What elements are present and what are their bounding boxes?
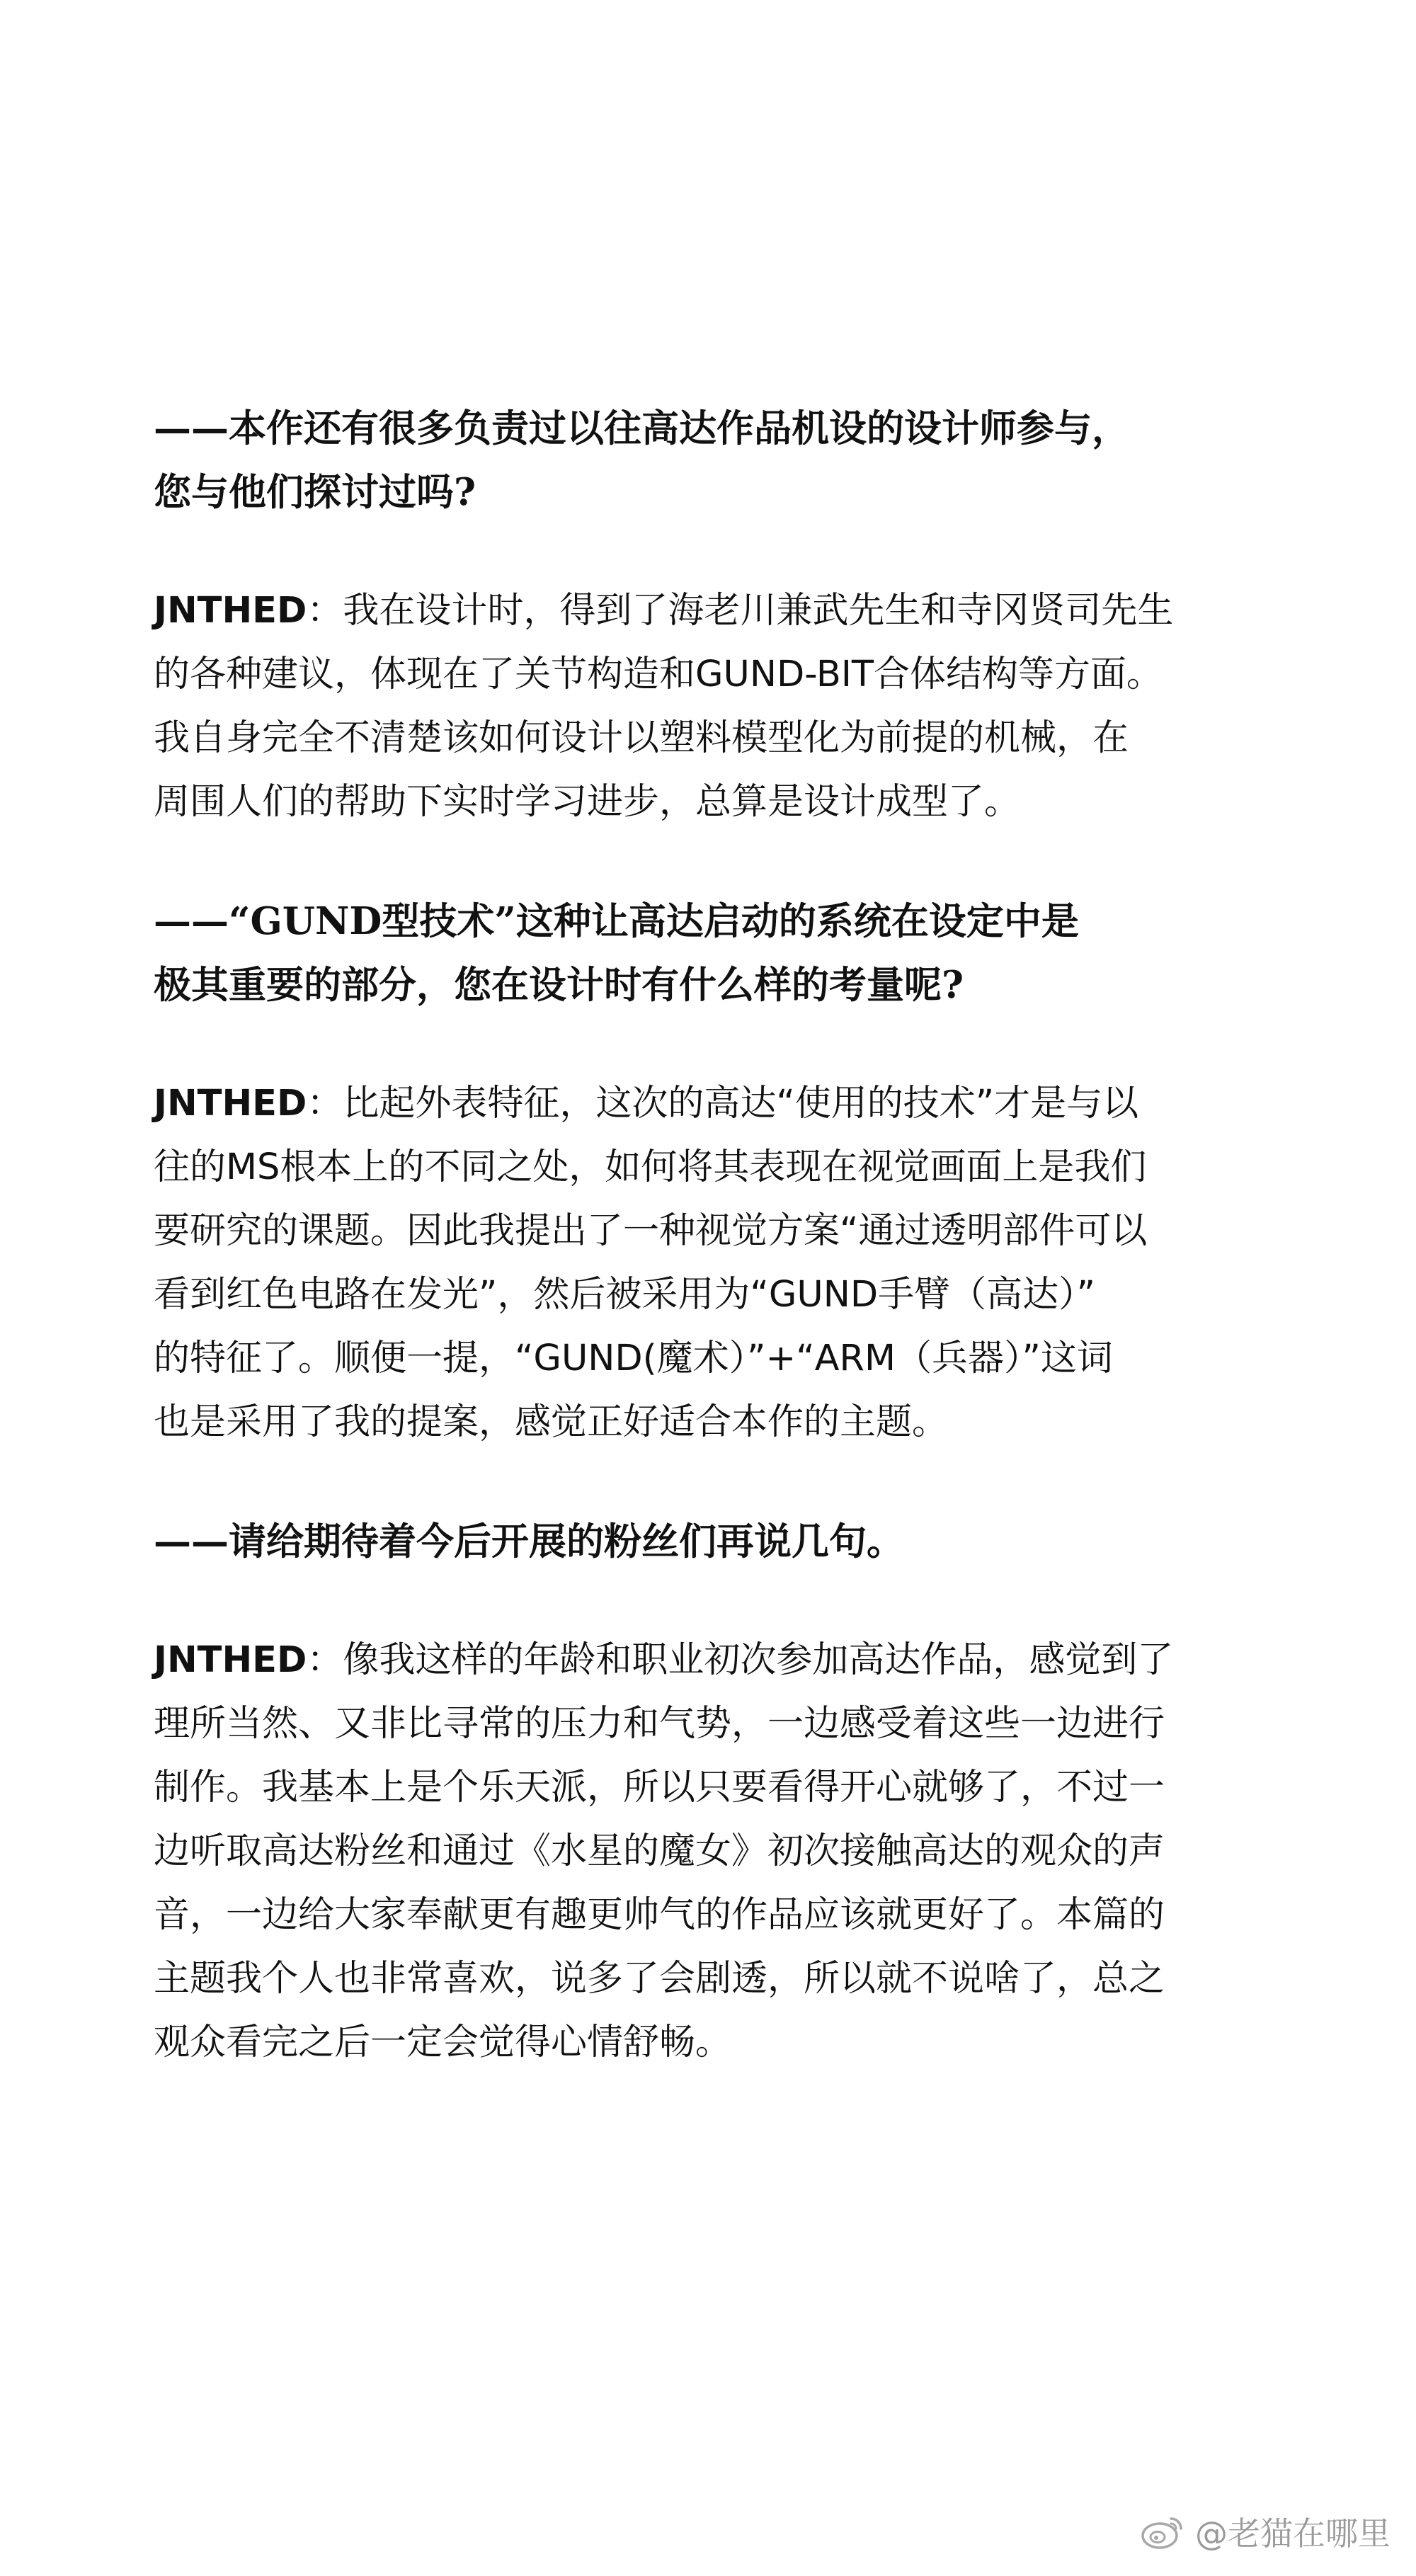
answer-3 bbox=[154, 1629, 1301, 2075]
answer-3-line-3: 制作。我基本上是个乐天派，所以只要看得开心就够了，不过一 bbox=[154, 1767, 1165, 1808]
answer-2-line-1-text: ：比起外表特征，这次的高达“使用的技术”才是与以 bbox=[307, 1083, 1139, 1124]
answer-3-line-1 bbox=[154, 1629, 1301, 1692]
answer-3-line-5: 音，一边给大家奉献更有趣更帅气的作品应该就更好了。本篇的 bbox=[154, 1894, 1165, 1936]
answer-3-line-4: 边听取高达粉丝和通过《水星的魔女》初次接触高达的观众的声 bbox=[154, 1830, 1165, 1872]
answer-2-line-2: 往的MS根本上的不同之处，如何将其表现在视觉画面上是我们 bbox=[154, 1146, 1147, 1188]
question-2 bbox=[154, 889, 1301, 1017]
answer-2-line-3: 要研究的课题。因此我提出了一种视觉方案“通过透明部件可以 bbox=[154, 1210, 1148, 1252]
weibo-icon bbox=[1140, 2513, 1185, 2550]
answer-2-line-4: 看到红色电路在发光”，然后被采用为“GUND手臂（高达）” bbox=[154, 1274, 1096, 1316]
answer-2-line-6: 也是采用了我的提案，感觉正好适合本作的主题。 bbox=[154, 1401, 949, 1443]
interview-article bbox=[154, 397, 1301, 2130]
question-1-line-2: 您与他们探讨过吗? bbox=[154, 470, 476, 514]
question-2-line-2: 极其重要的部分，您在设计时有什么样的考量呢? bbox=[154, 963, 964, 1007]
speaker-name: JNTHED bbox=[154, 1083, 307, 1124]
speaker-name: JNTHED bbox=[154, 590, 307, 632]
question-3 bbox=[154, 1510, 1301, 1573]
question-1-line-1: ——本作还有很多负责过以往高达作品机设的设计师参与， bbox=[154, 406, 1129, 450]
question-2-line-1: ——“GUND型技术”这种让高达启动的系统在设定中是 bbox=[154, 899, 1079, 943]
speaker-name: JNTHED bbox=[154, 1639, 307, 1681]
answer-3-line-6: 主题我个人也非常喜欢，说多了会剧透，所以就不说啥了，总之 bbox=[154, 1958, 1165, 2000]
answer-1-line-3: 我自身完全不清楚该如何设计以塑料模型化为前提的机械，在 bbox=[154, 717, 1129, 759]
answer-1-line-1-text: ：我在设计时，得到了海老川兼武先生和寺冈贤司先生 bbox=[307, 590, 1174, 632]
answer-1-line-4: 周围人们的帮助下实时学习进步，总算是设计成型了。 bbox=[154, 781, 1021, 823]
answer-3-line-7: 观众看完之后一定会觉得心情舒畅。 bbox=[154, 2022, 732, 2063]
answer-3-line-2: 理所当然、又非比寻常的压力和气势，一边感受着这些一边进行 bbox=[154, 1703, 1165, 1745]
watermark bbox=[1140, 2508, 1391, 2555]
answer-2 bbox=[154, 1072, 1301, 1454]
answer-2-line-1 bbox=[154, 1072, 1301, 1136]
question-1 bbox=[154, 397, 1301, 524]
question-3-line-1: ——请给期待着今后开展的粉丝们再说几句。 bbox=[154, 1520, 904, 1563]
watermark-text: @老猫在哪里 bbox=[1195, 2514, 1391, 2553]
answer-1-line-1 bbox=[154, 579, 1301, 643]
answer-2-line-5: 的特征了。顺便一提，“GUND(魔术）”+“ARM（兵器）”这词 bbox=[154, 1338, 1113, 1379]
answer-1 bbox=[154, 579, 1301, 834]
answer-1-line-2: 的各种建议，体现在了关节构造和GUND-BIT合体结构等方面。 bbox=[154, 654, 1163, 695]
answer-3-line-1-text: ：像我这样的年龄和职业初次参加高达作品，感觉到了 bbox=[307, 1639, 1174, 1681]
